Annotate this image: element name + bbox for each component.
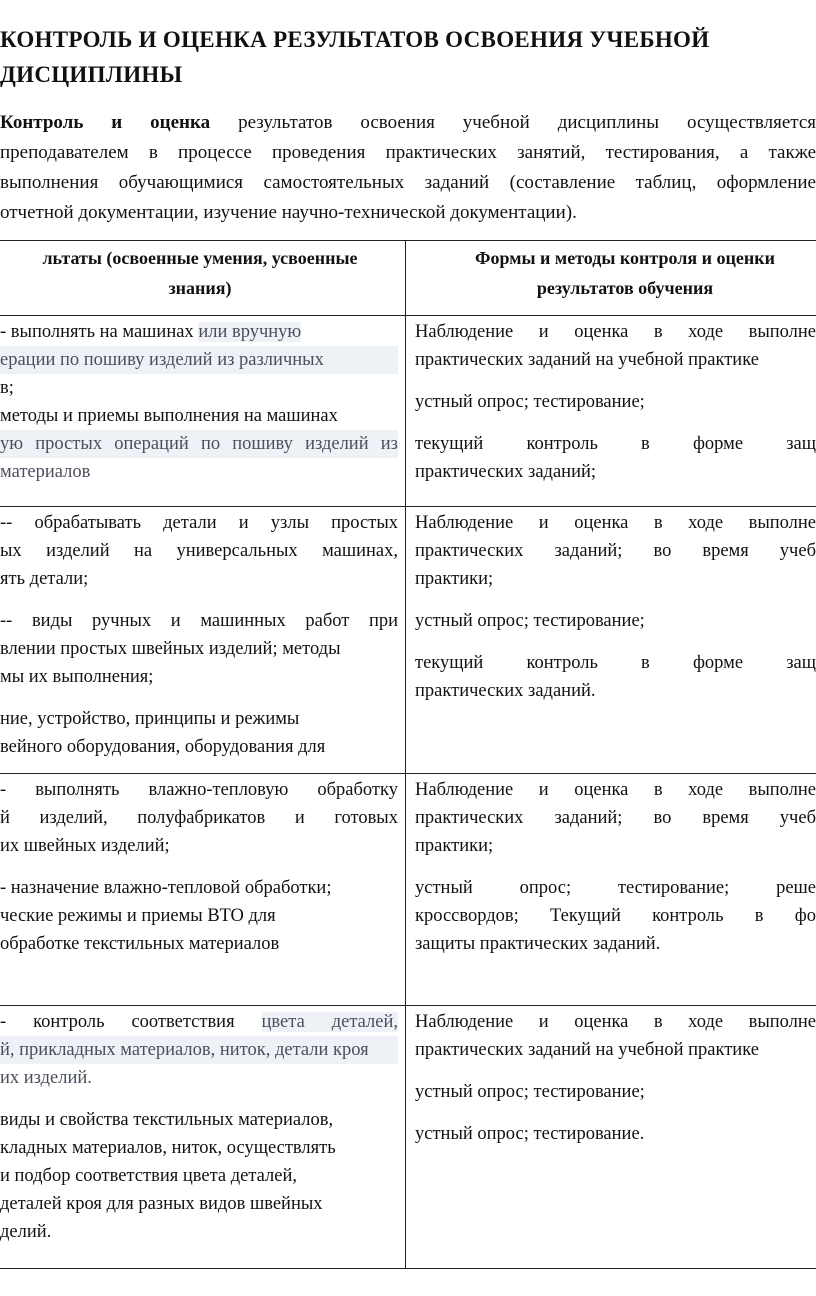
table-header-methods [406,243,816,303]
row4-left-line-4: виды и свойства текстильных материалов, [0,1110,334,1130]
header-results-line-2: знания) [168,278,232,298]
row3-left-line-5: ческие режимы и приемы ВТО для [0,906,276,926]
table-row-4-results [0,1008,398,1246]
row1-left-line-2: ерации по пошиву изделий из различных [0,346,398,374]
row1-left-line-6: материалов [0,462,91,482]
table-row-3-results [0,776,398,958]
table-row-3-methods [415,776,816,958]
row2-right-line-3: практики; [415,569,494,589]
row3-right-line-4: устный опрос; тестирование; реше [415,878,816,898]
row1-right-line-2: практических заданий на учебной практике [415,350,759,370]
row4-right-line-2: практических заданий на учебной практике [415,1040,759,1060]
row1-left-line-5: ую простых операций по пошиву изделий из [0,430,398,458]
row4-left-line-7: деталей кроя для разных видов швейных [0,1194,323,1214]
row3-left-line-2: й изделий, полуфабрикатов и готовых [0,808,398,828]
intro-line-4: отчетной документации, изучение научно-технической документации). [0,202,577,223]
row2-left-line-7: ние, устройство, принципы и режимы [0,709,300,729]
row1-right-line-1: Наблюдение и оценка в ходе выполне [415,322,816,342]
row3-left-line-3: их швейных изделий; [0,836,170,856]
row4-left-line-1 [0,1008,398,1036]
table-row-2-methods [415,509,816,705]
row2-right-line-4: устный опрос; тестирование; [415,611,645,631]
row2-right-line-2: практических заданий; во время учеб [415,541,816,561]
row3-left-line-6: обработке текстильных материалов [0,934,280,954]
row2-left-line-4: -- виды ручных и машинных работ при [0,611,398,631]
row3-right-line-1: Наблюдение и оценка в ходе выполне [415,780,816,800]
table-border-row2 [0,773,816,774]
row4-left-line-2: й, прикладных материалов, ниток, детали кроя [0,1036,398,1064]
table-row-1-methods [415,318,816,486]
table-header-results [0,243,400,303]
row2-left-line-5: влении простых швейных изделий; методы [0,639,341,659]
row4-right-line-4: устный опрос; тестирование. [415,1124,645,1144]
intro-paragraph [0,108,816,228]
row1-right-line-4: текущий контроль в форме защ [415,434,816,454]
table-row-2-results [0,509,398,761]
row4-right-line-1: Наблюдение и оценка в ходе выполне [415,1012,816,1032]
row3-left-line-1: - выполнять влажно-тепловую обработку [0,780,398,800]
heading-line-1: КОНТРОЛЬ И ОЦЕНКА РЕЗУЛЬТАТОВ ОСВОЕНИЯ УЧЕБНОЙ [0,27,710,52]
table-row-1-results [0,318,398,486]
intro-bold-lead: Контроль и оценка [0,112,211,133]
row1-right-line-3: устный опрос; тестирование; [415,392,645,412]
intro-line-1-rest: результатов освоения учебной дисциплины осуществляется [238,112,816,133]
row4-left-line-6: и подбор соответствия цвета деталей, [0,1166,298,1186]
row3-right-line-5: кроссвордов; Текущий контроль в фо [415,906,816,926]
table-column-divider [405,240,406,1269]
row2-left-line-1: -- обрабатывать детали и узлы простых [0,513,398,533]
row4-left-line-1a: - контроль соответствия [0,1012,235,1032]
table-border-row1 [0,506,816,507]
row2-right-line-5: текущий контроль в форме защ [415,653,816,673]
table-row-4-methods [415,1008,816,1148]
row4-left-line-3: их изделий. [0,1068,92,1088]
intro-line-1 [0,108,816,138]
header-methods-line-1: Формы и методы контроля и оценки [475,248,775,268]
row2-left-line-3: ять детали; [0,569,89,589]
table-border-bottom [0,1268,816,1269]
row2-right-line-6: практических заданий. [415,681,596,701]
row3-right-line-2: практических заданий; во время учеб [415,808,816,828]
intro-line-2: преподавателем в процессе проведения практических занятий, тестирования, а также [0,142,816,163]
row2-left-line-6: мы их выполнения; [0,667,154,687]
table-border-top [0,240,816,241]
row2-left-line-8: вейного оборудования, оборудования для [0,737,326,757]
row4-right-line-3: устный опрос; тестирование; [415,1082,645,1102]
row1-left-line-1b: или вручную [198,322,302,342]
row2-left-line-2: ых изделий на универсальных машинах, [0,541,398,561]
header-results-line-1: льтаты (освоенные умения, усвоенные [42,248,358,268]
row4-left-line-8: делий. [0,1222,52,1242]
header-methods-line-2: результатов обучения [536,278,714,298]
row3-left-line-4: - назначение влажно-тепловой обработки; [0,878,332,898]
row1-left-line-4: методы и приемы выполнения на машинах [0,406,338,426]
row4-left-line-5: кладных материалов, ниток, осуществлять [0,1138,336,1158]
row4-left-line-1b: цвета деталей, [261,1012,398,1032]
row3-right-line-3: практики; [415,836,494,856]
table-border-header [0,315,816,316]
intro-line-3: выполнения обучающимися самостоятельных заданий (составление таблиц, оформление [0,172,816,193]
table-border-row3 [0,1005,816,1006]
document-heading [0,22,816,92]
heading-line-2: ДИСЦИПЛИНЫ [0,62,183,87]
row3-right-line-6: защиты практических заданий. [415,934,661,954]
row1-right-line-5: практических заданий; [415,462,597,482]
row2-right-line-1: Наблюдение и оценка в ходе выполне [415,513,816,533]
row1-left-line-1 [0,318,398,346]
row1-left-line-1a: - выполнять на машинах [0,322,194,342]
row1-left-line-3: в; [0,378,14,398]
